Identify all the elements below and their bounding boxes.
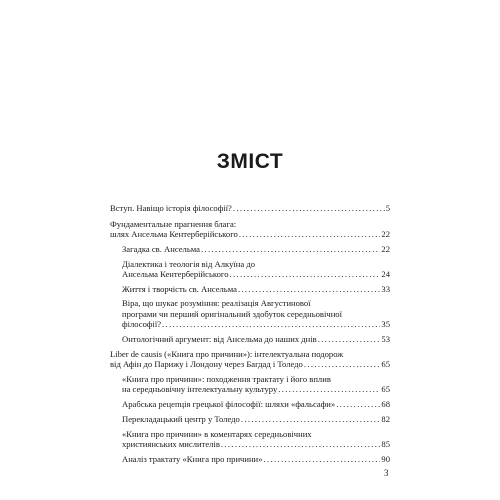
dot-leader [304, 359, 381, 369]
toc-entry-line [110, 349, 390, 359]
toc-page-number: 68 [381, 399, 390, 410]
dot-leader [162, 319, 380, 329]
toc-entry-line [122, 309, 390, 319]
toc-entry [110, 334, 390, 344]
toc-entry-text: шлях Ансельма Кентерберійського [110, 228, 238, 239]
toc-entry-text: Загадка св. Ансельма [122, 243, 200, 254]
toc-entry-text: Онтологічний аргумент: від Ансельма до наших днів [122, 333, 317, 344]
toc-entry-line [110, 219, 390, 229]
toc-entry-line [122, 429, 390, 439]
toc-entry [110, 219, 390, 239]
toc-page-number: 85 [381, 439, 390, 449]
toc-entry-line [122, 334, 390, 344]
toc-entry-line [122, 384, 390, 394]
toc-entry-line [110, 359, 390, 369]
page-number: 3 [384, 468, 389, 478]
dot-leader [336, 399, 380, 409]
dot-leader [221, 439, 380, 449]
toc-entry [110, 259, 390, 279]
toc-entry-text: Вступ. Навіщо історія філософії? [110, 203, 232, 213]
toc-page-number: 82 [381, 414, 390, 424]
toc-page-number: 33 [381, 283, 390, 294]
toc-page-number: 65 [381, 384, 390, 395]
toc-entry [110, 374, 390, 394]
toc-entry-text: Діалектика і теологія від Алкуїна до [122, 258, 255, 269]
toc-entry-text: «Книга про причини» в коментарях середньовічних [122, 428, 312, 439]
toc-entry [110, 244, 390, 254]
toc-entry-line [110, 229, 390, 239]
toc-entry-line [122, 414, 390, 424]
toc-entry-text: Фундаментальне прагнення блага: [110, 218, 237, 229]
toc-entry-line [122, 374, 390, 384]
toc-page-number: 65 [381, 359, 390, 370]
toc-entry [110, 399, 390, 409]
toc-page-number: 22 [381, 228, 390, 239]
toc-entry [110, 284, 390, 294]
toc-entry-text: Віра, що шукає розуміння: реалізація Августинової [122, 298, 311, 309]
dot-leader [238, 284, 380, 294]
toc-entry [110, 414, 390, 424]
toc-entry-text: Арабська рецепція грецької філософії: шляхи «фальсафи» [122, 399, 336, 410]
toc-page-number: 24 [381, 268, 390, 279]
toc-entry-line [122, 269, 390, 279]
toc-page-number: 53 [381, 333, 390, 344]
toc-entry-line [122, 454, 390, 464]
toc-entry-text: Життя і творчість св. Ансельма [122, 283, 237, 294]
toc-entry-text: від Афін до Парижу і Лондону через Багдад і Толедо [110, 359, 303, 370]
dot-leader [233, 203, 385, 213]
toc-entry-line [122, 319, 390, 329]
toc-page-number: 35 [381, 318, 390, 329]
page-title: ЗМІСТ [216, 150, 284, 173]
toc-entry [110, 203, 390, 213]
toc-page-number: 22 [381, 243, 390, 254]
toc-entry-line [122, 439, 390, 449]
toc-entry [110, 454, 390, 464]
toc-entry [110, 349, 390, 369]
toc-entry-text: на середньовічну інтелектуальну культуру [122, 384, 278, 395]
dot-leader [239, 229, 381, 239]
toc-entry-line [122, 284, 390, 294]
toc-entry-text: філософії? [122, 318, 162, 329]
toc-entry-line [122, 399, 390, 409]
toc-entry-line [110, 203, 390, 213]
toc-entry-line [122, 298, 390, 308]
toc-page-number: 5 [385, 203, 390, 213]
dot-leader [201, 244, 380, 254]
toc-entry [110, 298, 390, 329]
dot-leader [278, 384, 380, 394]
toc-entry-text: Ансельма Кентерберійського [122, 268, 229, 279]
dot-leader [318, 334, 381, 344]
toc-entry-text: Перекладацький центр у Толедо [122, 414, 240, 424]
dot-leader [230, 269, 381, 279]
dot-leader [241, 414, 381, 424]
toc-entry-text: Аналіз трактату «Книга про причини» [122, 453, 263, 464]
toc-entry-text: програми чи перший оригінальний здобуток середньовічної [122, 308, 342, 319]
toc-entry-line [122, 259, 390, 269]
toc-entry-text: Liber de causis («Книга про причини»): інтелектуальна подорож [110, 349, 344, 360]
toc-page-number: 90 [381, 453, 390, 464]
dot-leader [263, 454, 380, 464]
toc-entry-line [122, 244, 390, 254]
toc-entry-text: християнських мислителів [122, 439, 220, 449]
toc-entry [110, 429, 390, 449]
toc-entry-text: «Книга про причини»: походження трактату і його вплив [122, 374, 331, 385]
table-of-contents [110, 203, 390, 464]
